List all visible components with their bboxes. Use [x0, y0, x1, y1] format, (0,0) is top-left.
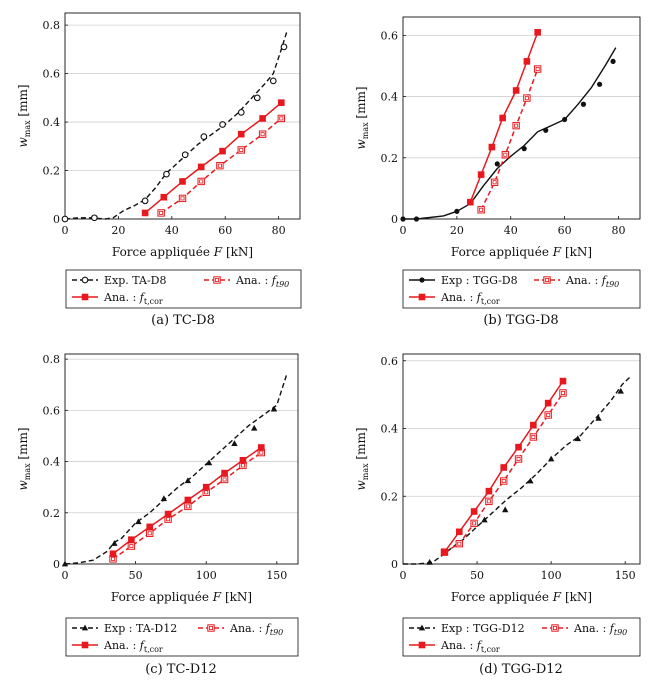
legend — [403, 270, 640, 308]
y-tick-label: 0.4 — [42, 116, 60, 130]
data-point — [219, 148, 226, 155]
plot-frame — [65, 354, 298, 564]
legend-label: Exp : TA-D12 — [104, 622, 178, 635]
x-tick-label: 150 — [266, 569, 288, 582]
data-point — [478, 171, 485, 178]
y-tick-label: 0.2 — [42, 506, 60, 520]
data-point — [142, 198, 148, 204]
data-point — [158, 210, 164, 216]
data-point — [142, 210, 149, 217]
data-point — [560, 378, 567, 385]
data-point — [206, 459, 212, 465]
legend-label: Exp : TGG-D8 — [441, 274, 518, 287]
y-tick-label: 0.6 — [42, 67, 60, 81]
data-point — [258, 444, 265, 451]
data-point — [495, 161, 500, 166]
data-point — [254, 95, 260, 101]
legend-marker — [419, 277, 424, 282]
y-axis-label: $w_{max}$ [mm] — [354, 427, 370, 491]
x-tick-label: 0 — [61, 224, 69, 237]
legend-marker — [419, 642, 426, 649]
data-point — [278, 115, 284, 121]
y-tick-label: 0.4 — [42, 455, 60, 469]
chart-4 — [354, 354, 640, 677]
data-point — [164, 171, 170, 177]
y-axis-label: $w_{max}$ [mm] — [16, 427, 32, 491]
data-point — [499, 115, 506, 122]
legend-marker — [82, 642, 89, 649]
y-tick-label: 0.2 — [380, 151, 398, 165]
y-tick-label: 0.8 — [42, 353, 60, 367]
legend-label: Ana. : $f_{t,cor}$ — [441, 291, 500, 306]
data-point — [414, 216, 419, 221]
x-tick-label: 20 — [449, 224, 464, 237]
data-point — [259, 131, 265, 137]
x-tick-label: 50 — [128, 569, 143, 582]
x-tick-label: 80 — [271, 224, 286, 237]
y-tick-label: 0.6 — [42, 404, 60, 418]
data-point — [545, 412, 551, 418]
x-tick-label: 0 — [399, 224, 407, 237]
data-point — [238, 131, 245, 138]
data-point — [165, 511, 172, 518]
chart-caption: (a) TC-D8 — [151, 313, 215, 328]
data-point — [530, 422, 537, 429]
chart-2 — [354, 17, 640, 328]
data-point — [501, 478, 507, 484]
data-point — [467, 199, 474, 206]
x-tick-label: 50 — [470, 569, 485, 582]
data-point — [562, 117, 567, 122]
data-point — [182, 152, 188, 158]
data-point — [201, 134, 207, 140]
series-line-1 — [403, 376, 631, 564]
y-tick-label: 0 — [53, 213, 60, 226]
data-point — [198, 164, 205, 171]
y-tick-label: 0 — [53, 558, 60, 571]
y-tick-label: 0.6 — [380, 354, 398, 368]
data-point — [220, 122, 226, 128]
data-point — [515, 456, 521, 462]
legend-marker — [208, 625, 214, 631]
y-tick-label: 0.6 — [380, 29, 398, 43]
legend-label: Ana. : $f_{t90}$ — [566, 274, 620, 289]
data-point — [198, 178, 204, 184]
legend-label: Ana. : $f_{t90}$ — [236, 274, 290, 289]
data-point — [259, 115, 266, 122]
data-point — [478, 207, 484, 213]
data-point — [281, 44, 287, 50]
plot-frame — [403, 17, 640, 219]
data-point — [486, 498, 492, 504]
x-tick-label: 40 — [164, 224, 179, 237]
data-point — [271, 406, 277, 412]
data-point — [203, 484, 210, 491]
legend-label: Ana. : $f_{t,cor}$ — [104, 639, 163, 654]
legend-label: Exp. TA-D8 — [104, 274, 167, 287]
x-tick-label: 60 — [218, 224, 233, 237]
data-point — [545, 400, 552, 407]
data-point — [534, 29, 541, 36]
data-point — [240, 457, 247, 464]
chart-3 — [16, 353, 298, 677]
x-tick-label: 100 — [540, 569, 562, 582]
x-axis-label: Force appliquée F [kN] — [110, 590, 253, 604]
data-point — [502, 152, 508, 158]
data-point — [454, 209, 459, 214]
data-point — [92, 215, 98, 221]
data-point — [597, 82, 602, 87]
data-point — [161, 194, 168, 201]
legend-marker — [419, 294, 426, 301]
chart-caption: (c) TC-D12 — [145, 662, 217, 677]
x-tick-label: 60 — [557, 224, 572, 237]
data-point — [179, 178, 186, 185]
data-point — [147, 530, 153, 536]
data-point — [441, 549, 448, 556]
data-point — [500, 464, 507, 471]
data-point — [534, 66, 540, 72]
legend-label: Ana. : $f_{t,cor}$ — [104, 291, 163, 306]
data-point — [128, 543, 134, 549]
x-tick-label: 20 — [111, 224, 126, 237]
data-point — [217, 162, 223, 168]
x-axis-label: Force appliquée F [kN] — [111, 245, 254, 259]
series-line-1 — [65, 375, 287, 565]
data-point — [128, 536, 135, 543]
data-point — [524, 95, 530, 101]
data-point — [560, 390, 566, 396]
legend-marker — [552, 625, 558, 631]
x-tick-label: 100 — [195, 569, 217, 582]
series-line-2 — [481, 69, 538, 210]
y-axis-label: $w_{max}$ [mm] — [16, 84, 32, 148]
data-point — [110, 550, 117, 557]
data-point — [278, 99, 285, 106]
data-point — [62, 216, 68, 222]
chart-1 — [16, 13, 301, 328]
data-point — [185, 497, 192, 504]
x-tick-label: 150 — [614, 569, 636, 582]
x-tick-label: 80 — [611, 224, 626, 237]
data-point — [146, 524, 153, 531]
data-point — [502, 506, 508, 512]
data-point — [530, 434, 536, 440]
data-point — [221, 470, 228, 477]
y-tick-label: 0.2 — [380, 490, 398, 504]
x-tick-label: 40 — [503, 224, 518, 237]
data-point — [513, 87, 520, 94]
data-point — [185, 503, 191, 509]
data-point — [221, 476, 227, 482]
legend — [403, 618, 640, 656]
y-axis-label: $w_{max}$ [mm] — [354, 86, 370, 150]
legend — [66, 270, 301, 308]
legend-marker — [82, 277, 88, 283]
data-point — [251, 425, 257, 431]
x-tick-label: 0 — [61, 569, 69, 582]
data-point — [456, 540, 462, 546]
x-tick-label: 0 — [399, 569, 407, 582]
data-point — [471, 520, 477, 526]
data-point — [581, 102, 586, 107]
data-point — [489, 144, 496, 151]
data-point — [270, 78, 276, 84]
data-point — [471, 508, 478, 515]
data-point — [400, 216, 405, 221]
x-axis-label: Force appliquée F [kN] — [450, 590, 593, 604]
x-axis-label: Force appliquée F [kN] — [450, 245, 593, 259]
chart-caption: (d) TGG-D12 — [479, 662, 563, 677]
legend — [66, 618, 298, 656]
y-tick-label: 0.4 — [380, 90, 398, 104]
data-point — [491, 179, 497, 185]
data-point — [610, 59, 615, 64]
y-tick-label: 0.8 — [42, 19, 60, 33]
y-tick-label: 0.2 — [42, 164, 60, 178]
y-tick-label: 0 — [391, 558, 398, 571]
data-point — [524, 58, 531, 65]
legend-label: Ana. : $f_{t90}$ — [574, 622, 628, 637]
legend-marker — [82, 294, 89, 301]
legend-label: Exp : TGG-D12 — [441, 622, 525, 635]
y-tick-label: 0 — [391, 213, 398, 226]
legend-label: Ana. : $f_{t,cor}$ — [441, 639, 500, 654]
chart-caption: (b) TGG-D8 — [483, 313, 559, 328]
legend-marker — [544, 277, 550, 283]
series-line-1 — [403, 48, 616, 219]
data-point — [179, 195, 185, 201]
legend-label: Ana. : $f_{t90}$ — [230, 622, 284, 637]
data-point — [238, 147, 244, 153]
data-point — [513, 122, 519, 128]
data-point — [548, 456, 554, 462]
data-point — [238, 110, 244, 116]
data-point — [515, 444, 522, 451]
data-point — [486, 488, 493, 495]
data-point — [426, 559, 432, 565]
y-tick-label: 0.4 — [380, 422, 398, 436]
data-point — [543, 128, 548, 133]
legend-marker — [214, 277, 220, 283]
data-point — [522, 146, 527, 151]
data-point — [456, 529, 463, 536]
